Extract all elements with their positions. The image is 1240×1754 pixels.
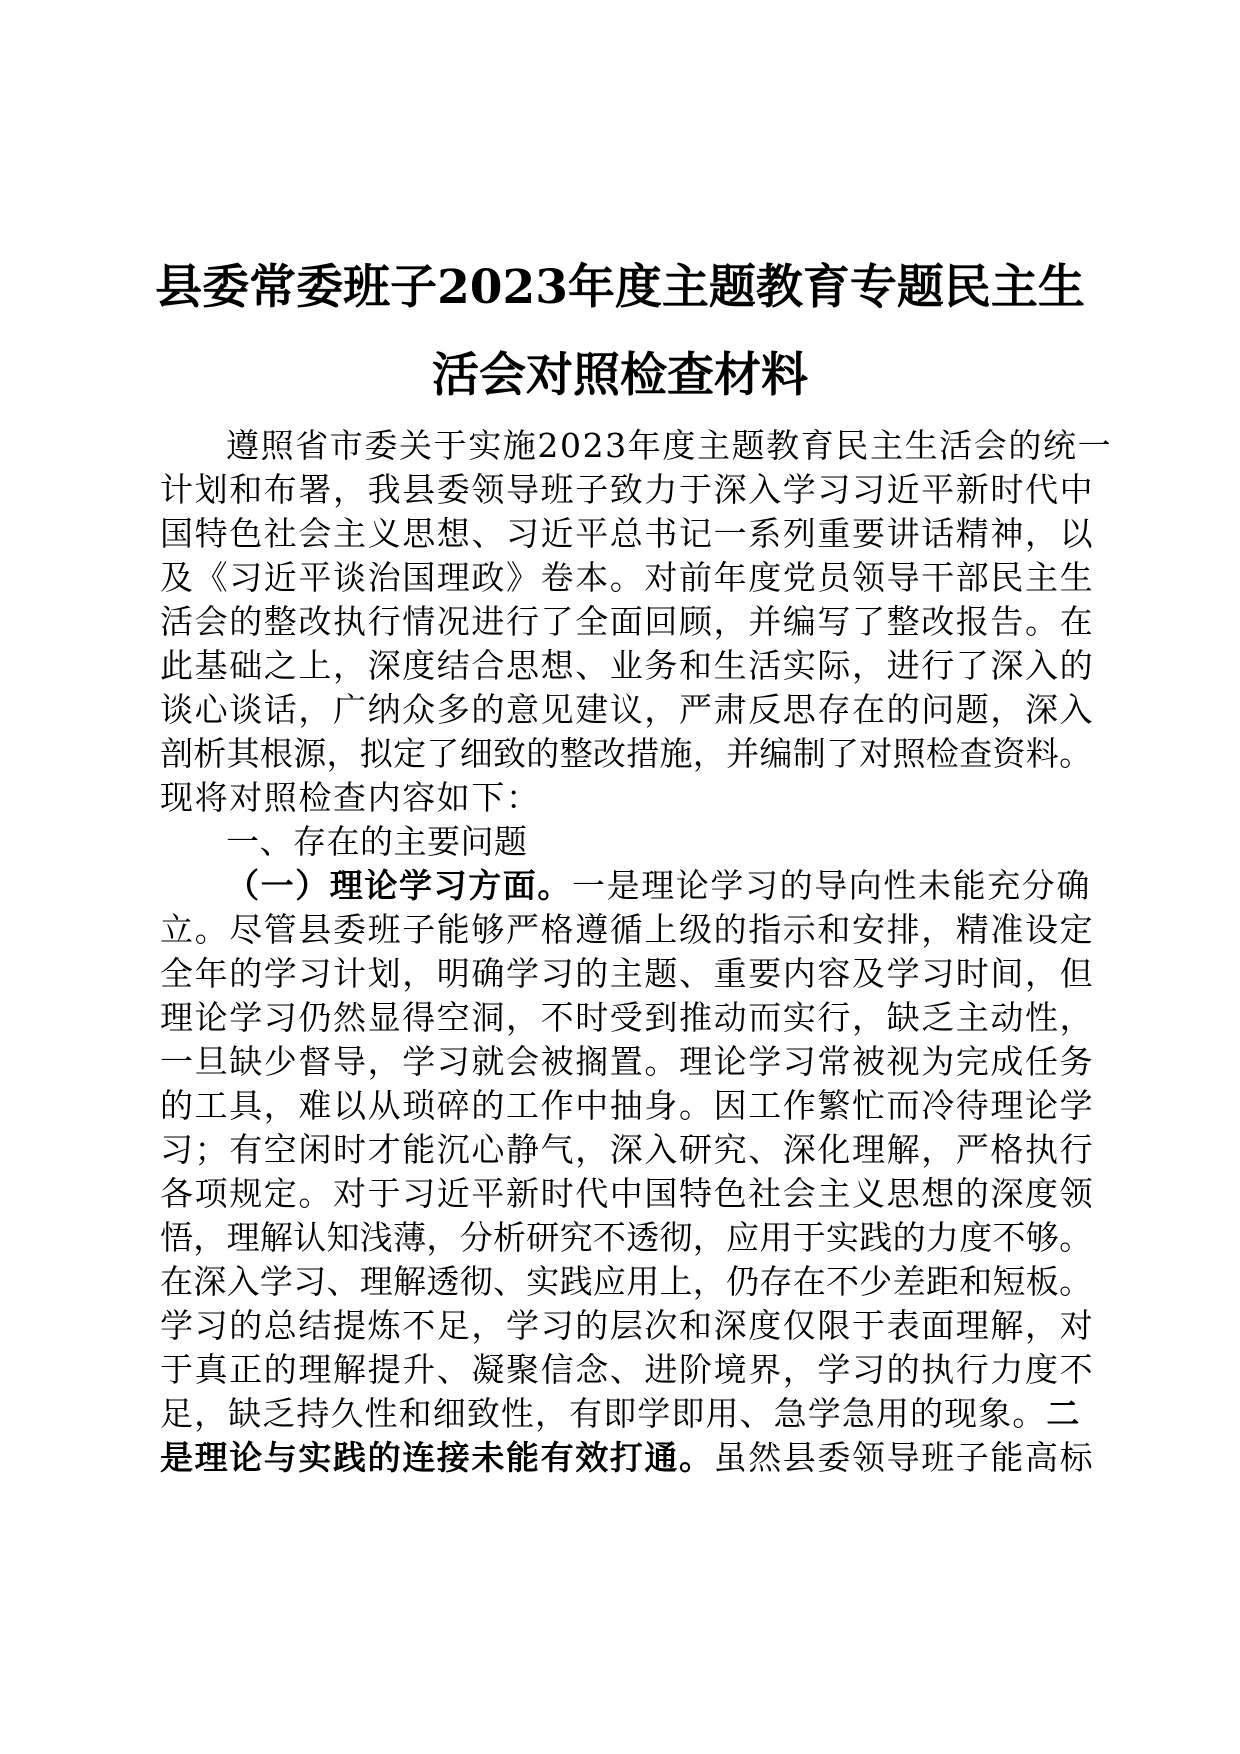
body-line-text: 足，缺乏持久性和细致性，有即学即用、急学急用的现象。 [160,1394,1047,1433]
subsection-first-line [226,864,1091,908]
point-2-heading: 是理论与实践的连接未能有效打通。 [160,1438,714,1477]
body-line: 的工具，难以从琐碎的工作中抽身。因工作繁忙而冷待理论学 [160,1086,1095,1125]
intro-line: 剖析其根源，拟定了细致的整改措施，并编制了对照检查资料。 [160,734,1093,773]
intro-line: 计划和布署，我县委领导班子致力于深入学习习近平新时代中 [160,470,1095,509]
intro-line: 活会的整改执行情况进行了全面回顾，并编写了整改报告。在 [160,602,1095,641]
point-2-tail: 虽然县委领导班子能高标 [713,1438,1095,1477]
body-line: 理论学习仍然显得空洞，不时受到推动而实行，缺乏主动性， [160,998,1095,1037]
intro-line: 遵照省市委关于实施2023年度主题教育民主生活会的统一 [226,426,1113,465]
intro-line: 及《习近平谈治国理政》卷本。对前年度党员领导干部民主生 [160,558,1095,597]
point-2-line [160,1436,1095,1480]
document-title-line-2: 活会对照检查材料 [432,348,808,403]
body-line-with-point-2 [160,1392,1080,1436]
body-line: 学习的总结提炼不足，学习的层次和深度仅限于表面理解，对 [160,1306,1095,1345]
subsection-heading: （一）理论学习方面。 [226,866,572,905]
point-2-marker: 二 [1046,1394,1080,1433]
intro-line: 现将对照检查内容如下： [160,778,541,817]
intro-line: 此基础之上，深度结合思想、业务和生活实际，进行了深入的 [160,646,1095,685]
body-line: 立。尽管县委班子能够严格遵循上级的指示和安排，精准设定 [160,910,1095,949]
body-line: 全年的学习计划，明确学习的主题、重要内容及学习时间，但 [160,954,1095,993]
body-line: 各项规定。对于习近平新时代中国特色社会主义思想的深度领 [160,1174,1095,1213]
body-line: 习；有空闲时才能沉心静气，深入研究、深化理解，严格执行 [160,1130,1095,1169]
intro-line: 谈心谈话，广纳众多的意见建议，严肃反思存在的问题，深入 [160,690,1095,729]
body-line: 一旦缺少督导，学习就会被搁置。理论学习常被视为完成任务 [160,1042,1095,1081]
body-line: 悟，理解认知浅薄，分析研究不透彻，应用于实践的力度不够。 [160,1218,1093,1257]
body-line: 在深入学习、理解透彻、实践应用上，仍存在不少差距和短板。 [160,1262,1093,1301]
document-title-line-1: 县委常委班子2023年度主题教育专题民主生 [155,260,1085,315]
intro-line: 国特色社会主义思想、习近平总书记一系列重要讲话精神，以 [160,514,1095,553]
body-line: 于真正的理解提升、凝聚信念、进阶境界，学习的执行力度不 [160,1350,1095,1389]
section-heading: 一、存在的主要问题 [226,822,528,861]
subsection-lead: 一是理论学习的导向性未能充分确 [572,866,1091,905]
